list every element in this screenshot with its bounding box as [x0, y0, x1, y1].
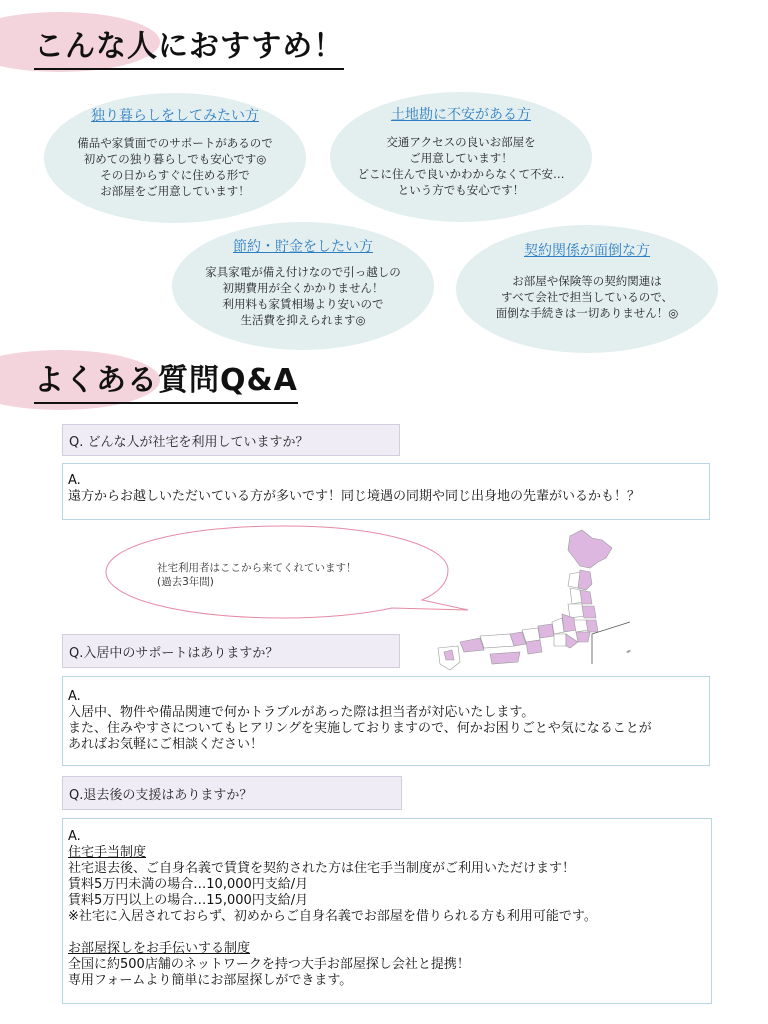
- recommend-card-solo-living: [44, 93, 306, 223]
- question-2: Q.入居中のサポートはありますか？: [62, 634, 400, 668]
- answer-2: [62, 676, 710, 766]
- recommend-card-area-unfamiliar: [330, 92, 592, 222]
- callout-text: 社宅利用者はここから来てくれています！ (過去3年間): [157, 562, 357, 588]
- answer-text: 社宅退去後、ご自身名義で賃貸を契約された方は住宅手当制度がご利用いただけます！: [68, 861, 576, 876]
- card-title: 土地勘に不安がある方: [391, 107, 531, 123]
- recommend-title: こんな人におすすめ！: [34, 28, 344, 70]
- card-body: 交通アクセスの良いお部屋を ご用意しています！ どこに住んで良いかわからなくて不安… という方でも安心です！: [357, 135, 565, 197]
- answer-label: A.: [68, 473, 81, 488]
- answer-text: 専用フォームより簡単にお部屋探しができます。: [68, 973, 353, 988]
- answer-3: [62, 818, 712, 1004]
- room-search-heading: お部屋探しをお手伝いする制度: [68, 941, 251, 956]
- card-body: 備品や家賃面でのサポートがあるので 初めての独り暮らしでも安心です◎ その日からすぐに住める形で お部屋をご用意しています！: [77, 136, 273, 198]
- answer-text: また、住みやすさについてもヒアリングを実施しておりますので、何かお困りごとや気になることが: [68, 721, 652, 736]
- answer-label: A.: [68, 689, 81, 704]
- answer-text: 遠方からお越しいただいている方が多いです！同じ境遇の同期や同じ出身地の先輩がいるかも！？: [68, 489, 641, 504]
- spacer: [68, 925, 706, 941]
- answer-text: 全国に約500店舗のネットワークを持つ大手お部屋探し会社と提携！: [68, 957, 470, 972]
- housing-allowance-heading: 住宅手当制度: [68, 845, 147, 860]
- card-body: お部屋や保険等の契約関連は すべて会社で担当しているので、 面倒な手続きは一切ありません！◎: [495, 274, 679, 320]
- answer-text: 入居中、物件や備品関連で何かトラブルがあった際は担当者が対応いたします。: [68, 705, 535, 720]
- card-title: 節約・貯金をしたい方: [233, 239, 373, 255]
- answer-text: ※社宅に入居されておらず、初めからご自身名義でお部屋を借りられる方も利用可能です。: [68, 909, 597, 924]
- answer-label: A.: [68, 829, 81, 844]
- answer-text: あればお気軽にご相談ください！: [68, 737, 264, 752]
- recommend-card-saving: [172, 222, 434, 350]
- answer-text: 賃料5万円以上の場合…15,000円支給/月: [68, 893, 309, 908]
- recommend-card-contracts: [456, 225, 718, 353]
- card-body: 家具家電が備え付けなので引っ越しの 初期費用が全くかかりません！ 利用料も家賃相場より安いので 生活費を抑えられます◎: [205, 265, 401, 327]
- question-3: Q.退去後の支援はありますか？: [62, 776, 402, 810]
- answer-1: [62, 463, 710, 520]
- question-1: Q. どんな人が社宅を利用していますか？: [62, 424, 400, 456]
- faq-title: よくある質問Q&A: [34, 362, 298, 404]
- card-title: 契約関係が面倒な方: [524, 243, 650, 259]
- card-title: 独り暮らしをしてみたい方: [91, 108, 259, 124]
- answer-text: 賃料5万円未満の場合…10,000円支給/月: [68, 877, 309, 892]
- japan-map-illustration: [430, 522, 650, 672]
